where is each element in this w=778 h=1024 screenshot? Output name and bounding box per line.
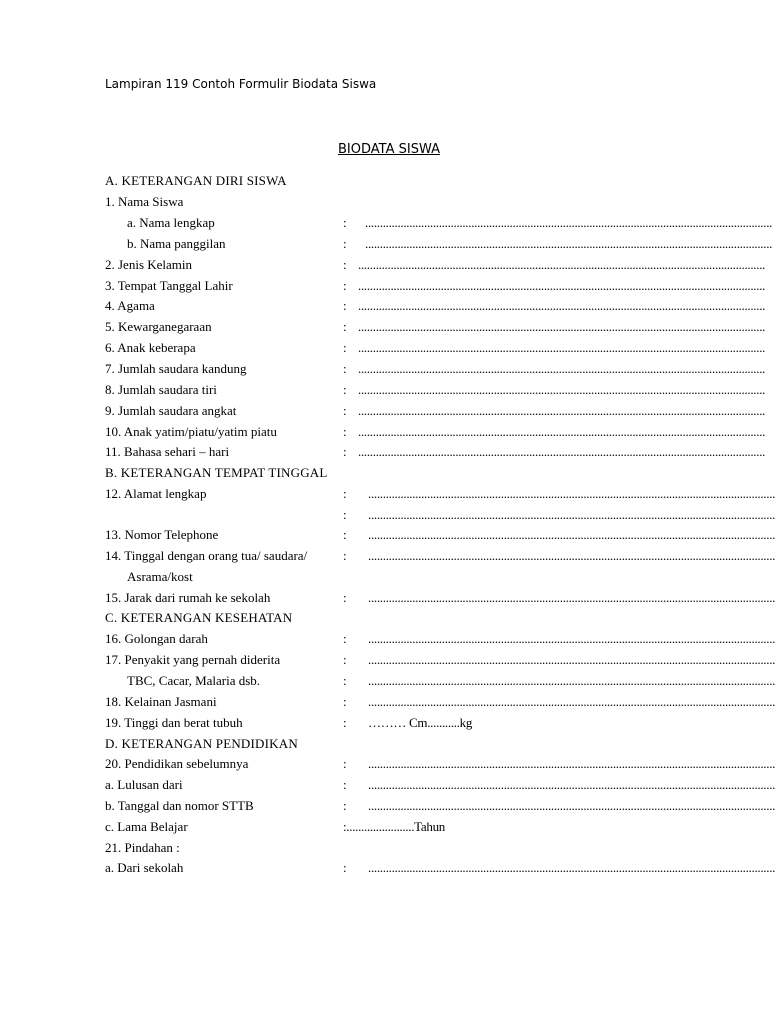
form-row (0, 192, 768, 212)
fill-line-penyakit-2[interactable]: .......................................................................................................................................... (368, 673, 776, 688)
form-row (0, 380, 768, 400)
field-colon: : (343, 215, 347, 230)
field-label-anak-keberapa: 6. Anak keberapa (105, 340, 196, 355)
field-colon: : (343, 715, 347, 730)
field-colon: : (343, 527, 347, 542)
fill-line-pendidikan-sebelumnya[interactable]: .......................................................................................................................................... (368, 756, 776, 771)
field-label-tempat-tanggal-lahir: 3. Tempat Tanggal Lahir (105, 278, 233, 293)
section-heading-row (0, 734, 768, 754)
field-label-pendidikan-sebelumnya: 20. Pendidikan sebelumnya (105, 756, 249, 771)
field-label-golongan-darah: 16. Golongan darah (105, 631, 208, 646)
form-row (0, 567, 768, 587)
form-row (0, 858, 776, 878)
fill-line-alamat[interactable]: .......................................................................................................................................... (368, 486, 776, 501)
field-colon: : (343, 798, 347, 813)
field-label-dari-sekolah: a. Dari sekolah (105, 860, 184, 875)
field-label-penyakit-cont: TBC, Cacar, Malaria dsb. (127, 673, 261, 688)
field-label-agama: 4. Agama (105, 298, 155, 313)
section-heading-row (0, 171, 768, 191)
form-row (0, 401, 768, 421)
field-label-sttb: b. Tanggal dan nomor STTB (105, 798, 254, 813)
field-colon: : (343, 257, 347, 272)
field-colon: : (343, 673, 347, 688)
section-d-heading: D. KETERANGAN PENDIDIKAN (105, 736, 298, 751)
section-b-heading: B. KETERANGAN TEMPAT TINGGAL (105, 465, 328, 480)
form-row (0, 775, 776, 795)
form-row (0, 338, 768, 358)
fill-line-tempat-tanggal-lahir[interactable]: .......................................................................................................................................... (358, 278, 766, 293)
fill-line-agama[interactable]: .......................................................................................................................................... (358, 298, 766, 313)
form-row (0, 505, 776, 525)
fill-line-nama-panggilan[interactable]: .......................................................................................................................................... (365, 236, 773, 251)
field-label-bahasa: 11. Bahasa sehari – hari (105, 444, 230, 459)
form-row (0, 422, 768, 442)
fill-line-lama-belajar[interactable]: :.......................Tahun (343, 819, 445, 834)
fill-line-saudara-tiri[interactable]: .......................................................................................................................................... (358, 382, 766, 397)
form-row (0, 796, 776, 816)
field-colon: : (343, 319, 347, 334)
fill-line-jarak[interactable]: .......................................................................................................................................... (368, 590, 776, 605)
form-row (0, 546, 776, 566)
fill-line-dari-sekolah[interactable]: .......................................................................................................................................... (368, 860, 776, 875)
form-row (0, 359, 768, 379)
field-label-tinggi-berat: 19. Tinggi dan berat tubuh (105, 715, 243, 730)
field-label-telephone: 13. Nomor Telephone (105, 527, 219, 542)
field-colon: : (343, 486, 347, 501)
fill-line-anak-yatim[interactable]: .......................................................................................................................................... (358, 424, 766, 439)
field-label-lama-belajar: c. Lama Belajar (105, 819, 188, 834)
form-row (0, 650, 776, 670)
field-label-saudara-angkat: 9. Jumlah saudara angkat (105, 403, 237, 418)
field-label-tinggal-dengan: 14. Tinggal dengan orang tua/ saudara/ (105, 548, 308, 563)
fill-line-bahasa[interactable]: .......................................................................................................................................... (358, 444, 766, 459)
field-label-tinggal-dengan-cont: Asrama/kost (127, 569, 193, 584)
field-colon: : (343, 361, 347, 376)
form-row (0, 442, 768, 462)
field-label-jarak: 15. Jarak dari rumah ke sekolah (105, 590, 271, 605)
field-colon: : (343, 631, 347, 646)
section-heading-row (0, 463, 768, 483)
document-header: Lampiran 119 Contoh Formulir Biodata Siswa (105, 77, 377, 91)
fill-line-alamat-2[interactable]: .......................................................................................................................................... (368, 507, 776, 522)
form-row (0, 817, 768, 837)
field-colon: : (343, 236, 347, 251)
field-colon: : (343, 298, 347, 313)
form-row (0, 484, 776, 504)
fill-line-tinggal-dengan[interactable]: .......................................................................................................................................... (368, 548, 776, 563)
field-label-kelainan: 18. Kelainan Jasmani (105, 694, 217, 709)
field-label-anak-yatim: 10. Anak yatim/piatu/yatim piatu (105, 424, 277, 439)
field-label-saudara-kandung: 7. Jumlah saudara kandung (105, 361, 247, 376)
field-colon: : (343, 694, 347, 709)
fill-line-saudara-angkat[interactable]: .......................................................................................................................................... (358, 403, 766, 418)
field-colon: : (343, 590, 347, 605)
field-label-nama-siswa: 1. Nama Siswa (105, 194, 184, 209)
fill-line-kewarganegaraan[interactable]: .......................................................................................................................................... (358, 319, 766, 334)
field-label-nama-lengkap: a. Nama lengkap (127, 215, 215, 230)
fill-line-golongan-darah[interactable]: .......................................................................................................................................... (368, 631, 776, 646)
form-row (0, 296, 768, 316)
field-colon: : (343, 756, 347, 771)
field-colon: : (343, 777, 347, 792)
form-row (0, 629, 776, 649)
field-colon: : (343, 860, 347, 875)
field-colon: : (343, 652, 347, 667)
fill-line-saudara-kandung[interactable]: .......................................................................................................................................... (358, 361, 766, 376)
section-a-heading: A. KETERANGAN DIRI SISWA (105, 173, 287, 188)
form-row (0, 213, 773, 233)
fill-line-lulusan[interactable]: .......................................................................................................................................... (368, 777, 776, 792)
field-colon: : (343, 403, 347, 418)
form-row (0, 754, 776, 774)
fill-line-kelainan[interactable]: .......................................................................................................................................... (368, 694, 776, 709)
field-label-nama-panggilan: b. Nama panggilan (127, 236, 226, 251)
fill-line-jenis-kelamin[interactable]: .......................................................................................................................................... (358, 257, 766, 272)
form-row (0, 525, 776, 545)
form-row (0, 671, 776, 691)
field-colon: : (343, 382, 347, 397)
form-row (0, 692, 776, 712)
field-label-alamat: 12. Alamat lengkap (105, 486, 207, 501)
form-row (0, 317, 768, 337)
field-label-saudara-tiri: 8. Jumlah saudara tiri (105, 382, 217, 397)
form-row (0, 588, 776, 608)
document-title: BIODATA SISWA (338, 142, 440, 157)
field-label-penyakit: 17. Penyakit yang pernah diderita (105, 652, 281, 667)
field-label-pindahan: 21. Pindahan : (105, 840, 180, 855)
section-heading-row (0, 608, 768, 628)
fill-line-tinggi-berat[interactable]: ……… Cm...........kg (368, 715, 473, 730)
form-row (0, 713, 768, 733)
fill-line-nama-lengkap[interactable]: .......................................................................................................................................... (365, 215, 773, 230)
field-colon: : (343, 424, 347, 439)
form-row (0, 255, 768, 275)
field-colon: : (343, 444, 347, 459)
field-colon: : (343, 278, 347, 293)
field-colon: : (343, 340, 347, 355)
form-row (0, 234, 773, 254)
fill-line-sttb[interactable]: .......................................................................................................................................... (368, 798, 776, 813)
fill-line-penyakit[interactable]: .......................................................................................................................................... (368, 652, 776, 667)
section-c-heading: C. KETERANGAN KESEHATAN (105, 610, 293, 625)
field-label-jenis-kelamin: 2. Jenis Kelamin (105, 257, 193, 272)
field-label-lulusan: a. Lulusan dari (105, 777, 183, 792)
form-row (0, 276, 768, 296)
field-label-kewarganegaraan: 5. Kewarganegaraan (105, 319, 212, 334)
field-colon: : (343, 548, 347, 563)
fill-line-anak-keberapa[interactable]: .......................................................................................................................................... (358, 340, 766, 355)
fill-line-telephone[interactable]: .......................................................................................................................................... (368, 527, 776, 542)
field-colon: : (343, 507, 347, 522)
form-row (0, 838, 768, 858)
